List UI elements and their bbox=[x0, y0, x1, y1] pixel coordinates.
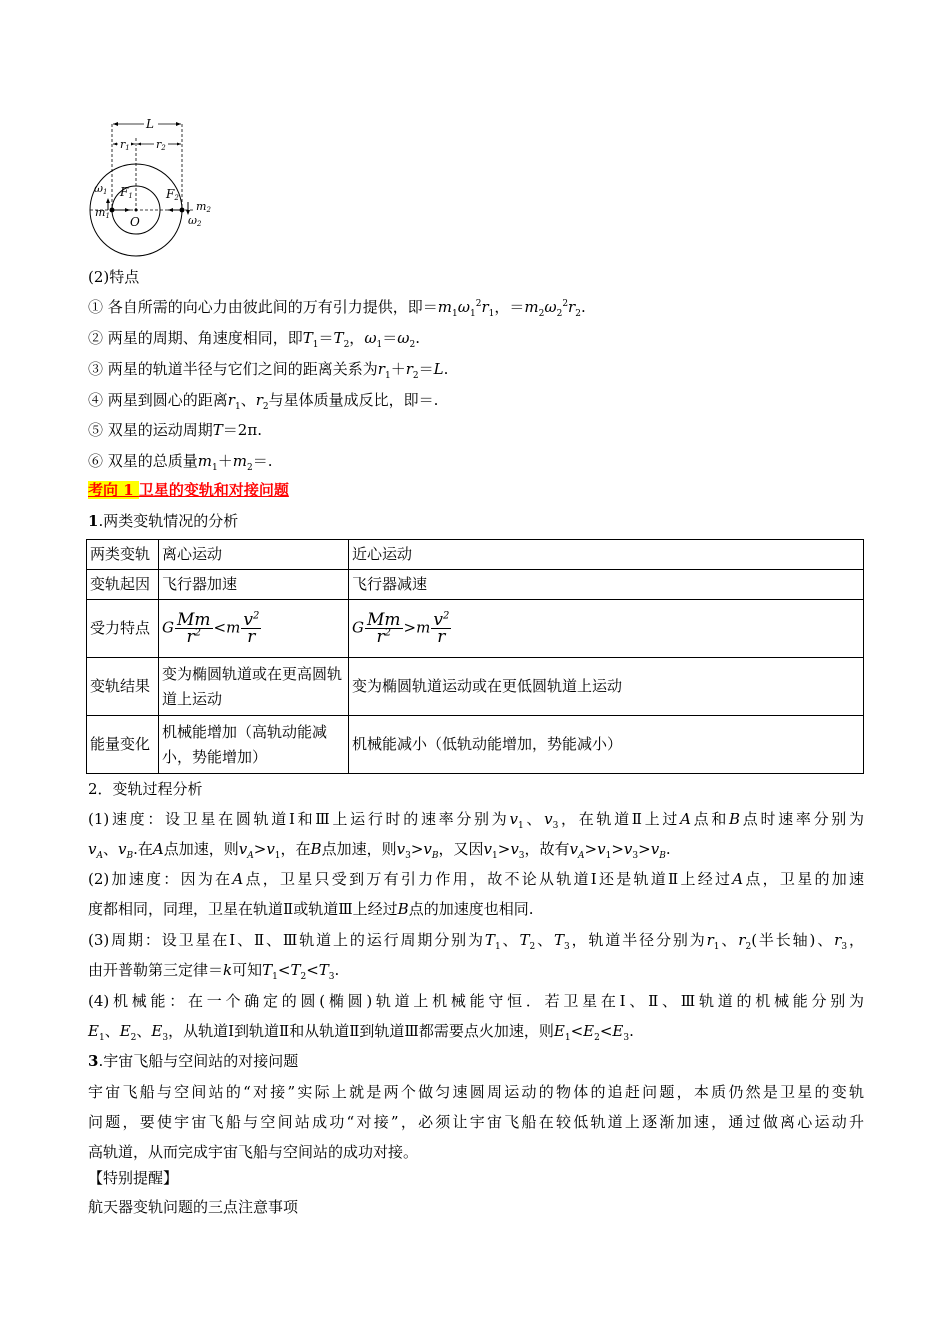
table-cell: 近心运动 bbox=[349, 540, 864, 570]
orbit-change-table bbox=[86, 539, 864, 774]
table-row bbox=[87, 540, 864, 570]
label-O: O bbox=[130, 215, 140, 229]
table-cell: 变为椭圆轨道运动或在更低圆轨道上运动 bbox=[349, 658, 864, 716]
analysis-period: (3)周期：设卫星在Ⅰ、Ⅱ、Ⅲ轨道上的运行周期分别为$T_1$、$T_2$、$T_3$，轨道半径分别为$r_1$、$r_2$(半长轴)、$r_3$， 由开普勒第三定律＝k可知$T_1<T_2<T_3$. bbox=[88, 931, 864, 982]
point-1: ① 各自所需的向心力由彼此间的万有引力提供，即$=m_1\omega_1^2r_1$，$=m_2\omega_2^2r_2$. bbox=[88, 298, 586, 319]
analysis-speed: (1)速度：设卫星在圆轨道Ⅰ和Ⅲ上运行时的速率分别为$v_1$、$v_3$，在轨道Ⅱ上过A点和B点时速率分别为 $v_A$、$v_B$.在A点加速，则$v_A>v_1$，在B点加速，则$v_3>v_B$，又因$v_1>v_3$，故有$v_A>v_1>v_3>v_B$. bbox=[88, 810, 864, 861]
table-row bbox=[87, 570, 864, 600]
label-omega1: ω1 bbox=[94, 182, 108, 196]
label-m2: m2 bbox=[196, 200, 211, 214]
table-cell: 变轨起因 bbox=[87, 570, 159, 600]
section-3-title: 3.宇宙飞船与空间站的对接问题 bbox=[88, 1052, 299, 1070]
table-cell: 飞行器加速 bbox=[159, 570, 349, 600]
table-cell: 机械能减小（低轨动能增加，势能减小） bbox=[349, 716, 864, 774]
point-6: ⑥ 双星的总质量$m_1+m_2=$. bbox=[88, 452, 273, 473]
mass-m1 bbox=[110, 208, 115, 213]
center-O bbox=[135, 209, 138, 212]
label-r2: r2 bbox=[156, 138, 166, 152]
label-r1: r1 bbox=[120, 138, 130, 152]
table-cell: 两类变轨 bbox=[87, 540, 159, 570]
section-features-title: (2)特点 bbox=[88, 268, 140, 286]
table-cell: 变轨结果 bbox=[87, 658, 159, 716]
table-row bbox=[87, 600, 864, 658]
table-cell: G $\frac{Mm}{r^2}$ >m $\frac{v^2}{r}$ bbox=[349, 600, 864, 658]
analysis-energy: (4)机械能：在一个确定的圆(椭圆)轨道上机械能守恒．若卫星在Ⅰ、Ⅱ、Ⅲ轨道的机械能分别为 $E_1$、$E_2$、$E_3$，从轨道Ⅰ到轨道Ⅱ和从轨道Ⅱ到轨道Ⅲ都需要点火加速，则$E_1<E_2<E_3$. bbox=[88, 992, 864, 1043]
binary-star-figure bbox=[86, 112, 226, 262]
docking-paragraph: 宇宙飞船与空间站的“对接”实际上就是两个做匀速圆周运动的物体的追赶问题，本质仍然是卫星的变轨 问题，要使宇宙飞船与空间站成功“对接”，必须让宇宙飞船在较低轨道上逐渐加速，通过做离心运动升 高轨道，从而完成宇宙飞船与空间站的成功对接。 bbox=[88, 1083, 864, 1161]
table-cell: 受力特点 bbox=[87, 600, 159, 658]
point-4: ④ 两星到圆心的距离$r_1$、$r_2$与星体质量成反比，即＝. bbox=[88, 391, 439, 412]
notes-title: 航天器变轨问题的三点注意事项 bbox=[88, 1198, 299, 1216]
mass-m2 bbox=[180, 208, 185, 213]
table-cell: 变为椭圆轨道或在更高圆轨道上运动 bbox=[159, 658, 349, 716]
section-1-title: 1.两类变轨情况的分析 bbox=[88, 512, 239, 530]
table-row bbox=[87, 658, 864, 716]
analysis-acceleration: (2)加速度：因为在A点，卫星只受到万有引力作用，故不论从轨道Ⅰ还是轨道Ⅱ上经过A点，卫星的加速 度都相同，同理，卫星在轨道Ⅱ或轨道Ⅲ上经过B点的加速度也相同. bbox=[88, 870, 864, 918]
table-cell: 机械能增加（高轨动能减小，势能增加） bbox=[159, 716, 349, 774]
point-2: ② 两星的周期、角速度相同，即$T_1=T_2$，$\omega_1=\omega_2$. bbox=[88, 329, 421, 350]
label-L: L bbox=[146, 117, 154, 131]
label-F1: F1 bbox=[120, 185, 133, 200]
label-m1: m1 bbox=[95, 206, 110, 220]
label-F2: F2 bbox=[166, 187, 179, 202]
table-cell: G $\frac{Mm}{r^2}$ <m $\frac{v^2}{r}$ bbox=[159, 600, 349, 658]
table-cell: 离心运动 bbox=[159, 540, 349, 570]
section-2-title: 2．变轨过程分析 bbox=[88, 780, 203, 798]
label-omega2: ω2 bbox=[188, 214, 202, 228]
point-3: ③ 两星的轨道半径与它们之间的距离关系为$r_1+r_2=L$. bbox=[88, 360, 449, 381]
kaoxiang-heading: 考向 1 卫星的变轨和对接问题 bbox=[88, 481, 289, 499]
special-reminder: 【特别提醒】 bbox=[88, 1169, 179, 1187]
table-cell: 能量变化 bbox=[87, 716, 159, 774]
table-row bbox=[87, 716, 864, 774]
point-5: ⑤ 双星的运动周期T＝2π. bbox=[88, 421, 262, 439]
table-cell: 飞行器减速 bbox=[349, 570, 864, 600]
